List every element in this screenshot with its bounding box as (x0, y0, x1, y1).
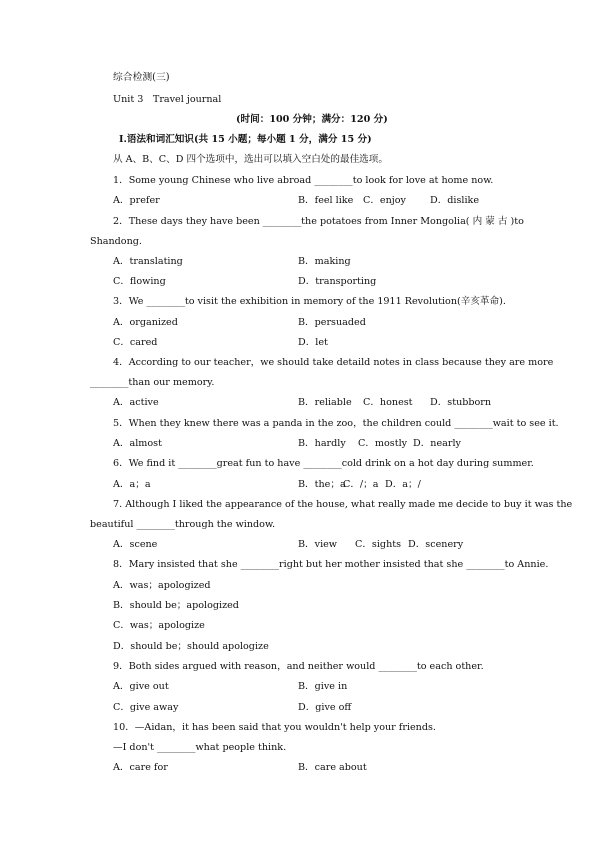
q1-option-d: D．dislike (430, 195, 480, 206)
section-heading: Ⅰ.语法和词汇知识(共 15 小题；每小题 1 分，满分 15 分) (119, 134, 372, 145)
q7-option-c: C．sights (355, 539, 402, 550)
question-6: 6．We find it ________great fun to have ________cold drink on a hot day during summer. (113, 458, 534, 469)
question-3: 3．We ________to visit the exhibition in memory of the 1911 Revolution(辛亥革命). (113, 296, 506, 307)
q6-option-c: C．/；a (343, 479, 379, 490)
q5-option-a: A．almost (113, 438, 162, 449)
q5-option-b: B．hardly (298, 438, 346, 449)
question-4-cont: ________than our memory. (90, 377, 215, 388)
q10-option-a: A．care for (113, 762, 168, 773)
q10-option-b: B．care about (298, 762, 367, 773)
doc-title: 综合检测(三) (113, 72, 170, 83)
q9-option-a: A．give out (113, 681, 169, 692)
q3-option-a: A．organized (113, 317, 178, 328)
q4-option-c: C．honest (363, 397, 413, 408)
q4-option-d: D．stubborn (430, 397, 492, 408)
q8-option-c: C．was；apologize (113, 620, 205, 631)
question-7: 7. Although I liked the appearance of the house, what really made me decide to buy it was the (113, 499, 573, 510)
q5-option-d: D．nearly (413, 438, 461, 449)
q5-option-c: C．mostly (358, 438, 408, 449)
question-2-cont: Shandong. (90, 236, 142, 247)
question-7-cont: beautiful ________through the window. (90, 519, 276, 530)
q1-option-b: B．feel like (298, 195, 354, 206)
question-8: 8．Mary insisted that she ________right but her mother insisted that she ________to Annie. (113, 559, 549, 570)
question-9: 9．Both sides argued with reason，and neither would ________to each other. (113, 661, 484, 672)
question-5: 5．When they knew there was a panda in the zoo，the children could ________wait to see it. (113, 418, 559, 429)
q8-option-b: B．should be；apologized (113, 600, 239, 611)
q6-option-d: D．a；/ (385, 479, 421, 490)
q7-option-d: D．scenery (408, 539, 464, 550)
q9-option-b: B．give in (298, 681, 348, 692)
q2-option-b: B．making (298, 256, 351, 267)
q4-option-b: B．reliable (298, 397, 352, 408)
q1-option-c: C．enjoy (363, 195, 406, 206)
q3-option-c: C．cared (113, 337, 158, 348)
question-10-cont: —I don't ________what people think. (113, 742, 287, 753)
q6-option-a: A．a；a (113, 479, 151, 490)
q9-option-c: C．give away (113, 702, 179, 713)
q3-option-d: D．let (298, 337, 328, 348)
q4-option-a: A．active (113, 397, 159, 408)
q2-option-d: D．transporting (298, 276, 377, 287)
q3-option-b: B．persuaded (298, 317, 366, 328)
q8-option-d: D．should be；should apologize (113, 641, 269, 652)
q1-option-a: A．prefer (113, 195, 160, 206)
time-info: (时间：100 分钟；满分：120 分) (236, 114, 388, 125)
section-instruction: 从 A、B、C、D 四个选项中，选出可以填入空白处的最佳选项。 (113, 154, 388, 165)
q2-option-c: C．flowing (113, 276, 166, 287)
unit-title: Unit 3 Travel journal (113, 94, 222, 105)
question-4: 4．According to our teacher，we should take detaild notes in class because they are more (113, 357, 554, 368)
q2-option-a: A．translating (113, 256, 183, 267)
question-1: 1．Some young Chinese who live abroad ________to look for love at home now. (113, 175, 494, 186)
q7-option-a: A．scene (113, 539, 158, 550)
q8-option-a: A．was；apologized (113, 580, 211, 591)
question-2: 2．These days they have been ________the potatoes from Inner Mongolia( 内 蒙 古 )to (113, 216, 524, 227)
question-10: 10．—Aidan，it has been said that you wouldn't help your friends. (113, 722, 436, 733)
q9-option-d: D．give off (298, 702, 352, 713)
q7-option-b: B．view (298, 539, 338, 550)
q6-option-b: B．the；a (298, 479, 346, 490)
